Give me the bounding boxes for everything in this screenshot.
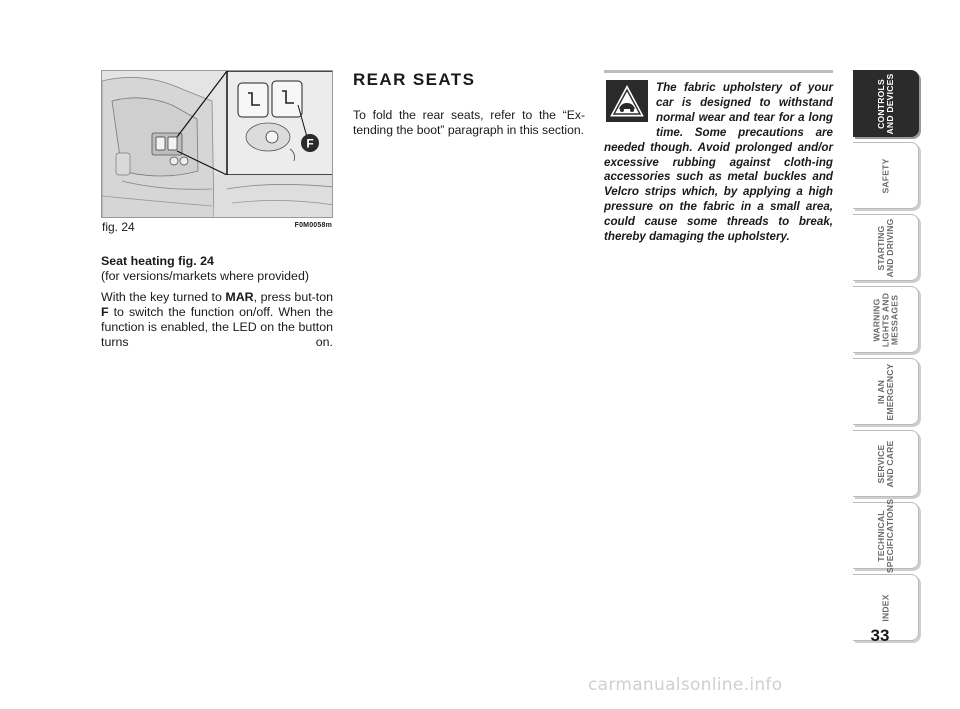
tab-label: CONTROLS AND DEVICES (875, 73, 895, 134)
callout-letter-f: F (306, 136, 314, 151)
tab-label: WARNING LIGHTS AND MESSAGES (871, 292, 899, 347)
tab-label: STARTING AND DRIVING (875, 217, 895, 278)
tab-warning-lights-and-messages[interactable] (853, 286, 919, 353)
tab-label: SERVICE AND CARE (875, 440, 895, 487)
figure-code: F0M0058m (294, 222, 332, 229)
tab-label: TECHNICAL SPECIFICATIONS (875, 498, 895, 573)
para-text-3: to switch the function on/off. When the function is enabled, the LED on the button turns on. (101, 305, 333, 349)
tab-in-an-emergency[interactable] (853, 358, 919, 425)
tab-starting-and-driving[interactable] (853, 214, 919, 281)
seat-heating-paragraph (101, 290, 333, 365)
tab-service-and-care[interactable] (853, 430, 919, 497)
tab-label: IN AN EMERGENCY (875, 362, 895, 421)
seat-heating-figure (101, 70, 333, 218)
figure-caption (101, 219, 333, 235)
tab-controls-and-devices[interactable] (853, 70, 919, 137)
rear-seats-text: To fold the rear seats, refer to the “Ex-tending the boot” paragraph in this section. (353, 108, 585, 137)
warning-text: The fabric upholstery of your car is designed to withstand normal wear and tear for a long time. Some precautions are needed though. Avoid prolonged and/or excessive rubbing against cloth-ing accessories such as metal buckles and Velcro strips which, by applying a high pressure on the fabric in a small area, could cause some threads to break, thereby damaging the upholstery. (604, 81, 833, 244)
para-text-2: , press but-ton (253, 290, 334, 304)
figure-label: fig. 24 (102, 220, 135, 234)
para-text-1: With the key turned to (101, 290, 226, 304)
watermark: carmanualsonline.info (588, 675, 783, 695)
button-letter: F (101, 305, 109, 319)
tab-safety[interactable] (853, 142, 919, 209)
tab-technical-specifications[interactable] (853, 498, 919, 573)
mar-label: MAR (225, 290, 254, 304)
section-tabs (853, 70, 919, 646)
seat-heating-subheading: (for versions/markets where provided) (101, 269, 309, 283)
page-number: 33 (870, 626, 890, 645)
tab-label: INDEX (880, 593, 890, 622)
car-seat-warning-icon (606, 80, 648, 122)
seat-heating-heading: Seat heating fig. 24 (101, 254, 214, 268)
warning-divider (604, 70, 833, 73)
rear-seats-title: REAR SEATS (353, 70, 476, 89)
tab-label: SAFETY (880, 157, 890, 194)
seat-heating-illustration (102, 71, 333, 218)
seat-heating-section (101, 254, 333, 365)
